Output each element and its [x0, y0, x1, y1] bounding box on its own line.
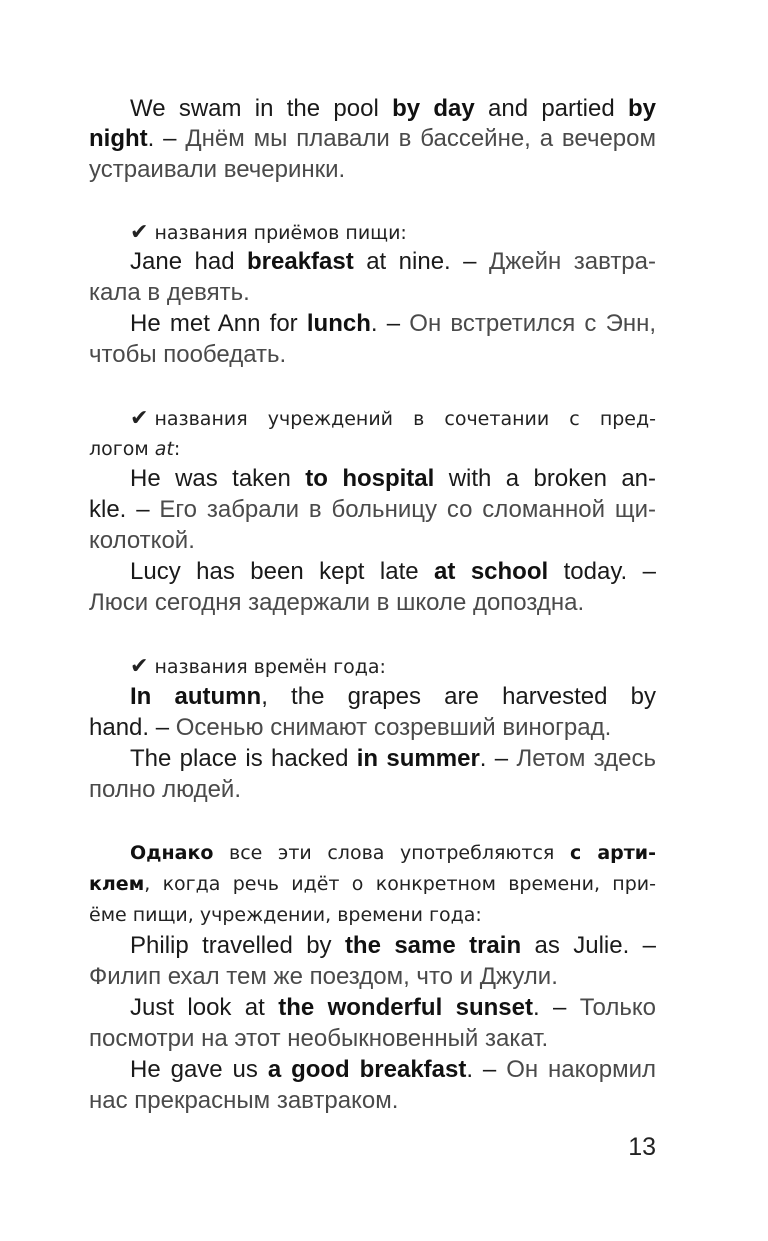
text-line: Just look at the wonderful sunset. – Только	[130, 994, 656, 1021]
text-line: The place is hacked in summer. – Летом здесь	[130, 745, 656, 772]
text-line: нас прекрасным завтраком.	[89, 1087, 399, 1114]
note-line: клем, когда речь идёт о конкретном времени, при-	[89, 873, 656, 895]
text-line: Jane had breakfast at nine. – Джейн завтра-	[130, 248, 656, 275]
text-line: устраивали вечеринки.	[89, 156, 346, 183]
text-line: Люси сегодня задержали в школе допоздна.	[89, 589, 585, 616]
section-header: ✔ названия приёмов пищи:	[130, 220, 407, 245]
text-line: чтобы пообедать.	[89, 341, 287, 368]
text-line: посмотри на этот необыкновенный закат.	[89, 1025, 549, 1052]
text-line: кала в девять.	[89, 279, 250, 306]
section-header: логом at:	[89, 438, 181, 460]
text-line: night. – Днём мы плавали в бассейне, а вечером	[89, 125, 656, 152]
section-header: ✔ названия времён года:	[130, 654, 386, 679]
checkmark-icon: ✔	[130, 220, 149, 245]
checkmark-icon: ✔	[130, 406, 149, 431]
text-line: kle. – Его забрали в больницу со сломанной щи-	[89, 496, 657, 523]
text-line: Филип ехал тем же поездом, что и Джули.	[89, 963, 558, 990]
text-line: He was taken to hospital with a broken an-	[130, 465, 657, 492]
text-line: We swam in the pool by day and partied by	[130, 95, 657, 122]
note-line: Однако все эти слова употребляются с арти-	[130, 842, 656, 864]
text-line: hand. – Осенью снимают созревший виноград.	[89, 714, 612, 741]
text-line: He gave us a good breakfast. – Он накормил	[130, 1056, 656, 1083]
text-line: Lucy has been kept late at school today. –	[130, 558, 656, 585]
note-line: ёме пищи, учреждении, времени года:	[89, 904, 482, 926]
text-line: Philip travelled by the same train as Julie. –	[130, 932, 656, 959]
text-line: колоткой.	[89, 527, 195, 554]
text-line: In autumn, the grapes are harvested by	[130, 683, 657, 710]
section-header: ✔ названия учреждений в сочетании с пред-	[130, 406, 656, 431]
page-number: 13	[628, 1133, 656, 1161]
text-line: He met Ann for lunch. – Он встретился с Энн,	[130, 310, 657, 337]
text-line: полно людей.	[89, 776, 241, 803]
checkmark-icon: ✔	[130, 654, 149, 679]
